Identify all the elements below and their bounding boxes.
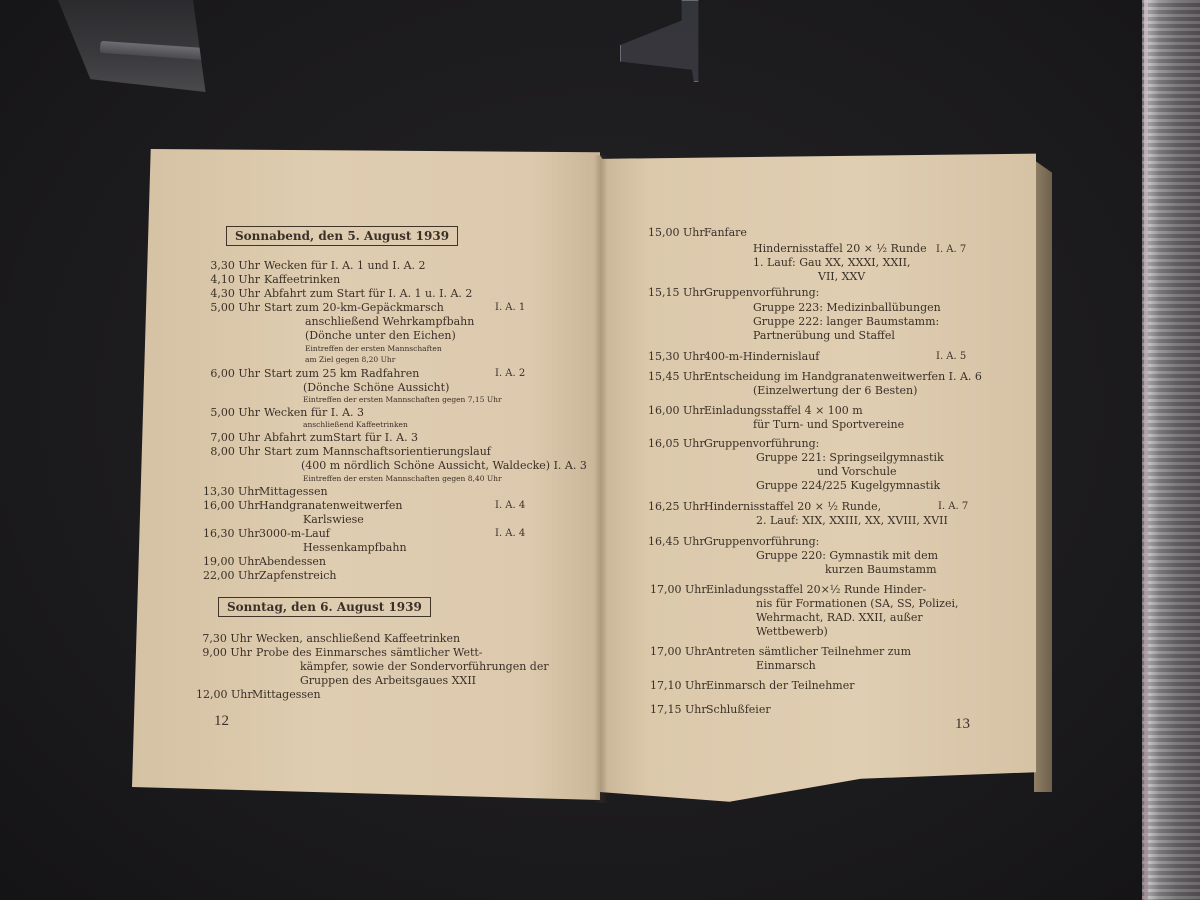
schedule-entry: [208, 259, 426, 273]
entry-text: Gruppenvorführung:: [704, 437, 820, 450]
entry-line: anschließend Wehrkampfbahn: [305, 315, 475, 328]
entry-time: 4,10 Uhr: [210, 273, 260, 286]
entry-line: 1. Lauf: Gau XX, XXXI, XXII,: [753, 256, 911, 269]
entry-time: 17,00 Uhr: [650, 583, 707, 596]
entry-text: Hindernisstaffel 20 × ½ Runde,: [704, 500, 882, 513]
schedule-entry: [196, 688, 321, 702]
entry-text: Einmarsch der Teilnehmer: [706, 679, 855, 692]
schedule-entry: [208, 301, 444, 315]
entry-line: kurzen Baumstamm: [825, 563, 937, 576]
entry-time: 16,45 Uhr: [648, 535, 705, 548]
entry-line: (Dönche unter den Eichen): [305, 329, 456, 342]
day-heading-saturday: Sonnabend, den 5. August 1939: [226, 226, 458, 246]
schedule-entry: [208, 445, 491, 459]
entry-time: 22,00 Uhr: [203, 569, 260, 582]
entry-time: 15,15 Uhr: [648, 286, 705, 299]
ia-label: I. A. 5: [936, 351, 967, 362]
entry-line: Gruppe 223: Medizinballübungen: [753, 301, 941, 314]
schedule-entry: [208, 431, 418, 445]
entry-line: Gruppe 222: langer Baumstamm:: [753, 315, 940, 328]
entry-text: Kaffeetrinken: [264, 273, 341, 286]
schedule-entry: [650, 703, 771, 717]
entry-text: Mittagessen: [259, 485, 328, 498]
schedule-entry: [648, 535, 819, 549]
schedule-entry: [648, 350, 819, 364]
entry-line: und Vorschule: [817, 465, 897, 478]
entry-time: 15,45 Uhr: [648, 370, 705, 383]
entry-line: nis für Formationen (SA, SS, Polizei,: [756, 597, 959, 610]
entry-text: 400-m-Hindernislauf: [704, 350, 820, 363]
ia-label: I. A. 2: [495, 368, 526, 379]
schedule-entry: [203, 569, 337, 583]
entry-text: Zapfenstreich: [259, 569, 337, 582]
entry-time: 16,25 Uhr: [648, 500, 705, 513]
ia-label: I. A. 7: [936, 244, 967, 255]
entry-text: Wecken, anschließend Kaffeetrinken: [256, 632, 461, 645]
entry-time: 13,30 Uhr: [203, 485, 260, 498]
entry-text: Gruppenvorführung:: [704, 286, 820, 299]
entry-note: am Ziel gegen 8,20 Uhr: [305, 355, 396, 364]
entry-time: 17,00 Uhr: [650, 645, 707, 658]
entry-text: Gruppenvorführung:: [704, 535, 820, 548]
entry-time: 15,00 Uhr: [648, 226, 705, 239]
schedule-entry: [203, 527, 330, 541]
schedule-entry: [208, 287, 472, 301]
entry-line: für Turn- und Sportvereine: [753, 418, 905, 431]
entry-note: anschließend Kaffeetrinken: [303, 420, 408, 429]
entry-text: Handgranatenweitwerfen: [259, 499, 403, 512]
entry-time: 17,10 Uhr: [650, 679, 707, 692]
entry-time: 19,00 Uhr: [203, 555, 260, 568]
entry-time: 9,00 Uhr: [202, 646, 252, 659]
entry-line: Wehrmacht, RAD. XXII, außer: [756, 611, 923, 624]
entry-time: 17,15 Uhr: [650, 703, 707, 716]
entry-time: 7,30 Uhr: [202, 632, 252, 645]
entry-text: Antreten sämtlicher Teilnehmer zum: [706, 645, 912, 658]
entry-text: Einladungsstaffel 20×½ Runde Hinder-: [706, 583, 927, 596]
schedule-entry: [650, 679, 854, 693]
entry-time: 7,00 Uhr: [210, 431, 260, 444]
page-number-right: 13: [955, 716, 970, 732]
entry-line: Hessenkampfbahn: [303, 541, 407, 554]
ia-label: I. A. 4: [495, 500, 526, 511]
schedule-entry: [203, 485, 328, 499]
page-stack-edge: [1034, 160, 1052, 792]
entry-line: Hindernisstaffel 20 × ½ Runde: [753, 242, 927, 255]
entry-text: 3000-m-Lauf: [259, 527, 330, 540]
schedule-entry: [203, 499, 403, 513]
entry-text: Start zum Mannschaftsorientierungslauf: [264, 445, 491, 458]
schedule-entry: [200, 646, 483, 660]
schedule-entry: [650, 583, 926, 597]
entry-line: 2. Lauf: XIX, XXIII, XX, XVIII, XVII: [756, 514, 948, 527]
page-number-left: 12: [214, 713, 229, 729]
entry-text: Abfahrt zum Start für I. A. 1 u. I. A. 2: [264, 287, 473, 300]
ia-label: I. A. 7: [938, 501, 969, 512]
entry-line: Wettbewerb): [756, 625, 828, 638]
entry-note: Eintreffen der ersten Mannschaften gegen 7,15 Uhr: [303, 395, 502, 404]
entry-line: Einmarsch: [756, 659, 816, 672]
schedule-entry: [200, 632, 460, 646]
entry-line: (Dönche Schöne Aussicht): [303, 381, 450, 394]
schedule-entry: [648, 370, 982, 384]
entry-text: Wecken für I. A. 3: [264, 406, 365, 419]
entry-time: 3,30 Uhr: [210, 259, 260, 272]
entry-note: Eintreffen der ersten Mannschaften: [305, 344, 442, 353]
schedule-entry: [648, 226, 747, 240]
schedule-entry: [203, 555, 326, 569]
entry-text: Abendessen: [259, 555, 327, 568]
entry-text: Start zum 25 km Radfahren: [264, 367, 420, 380]
entry-time: 16,05 Uhr: [648, 437, 705, 450]
schedule-entry: [208, 367, 419, 381]
entry-note: Eintreffen der ersten Mannschaften gegen 8,40 Uhr: [303, 474, 502, 483]
entry-line: (Einzelwertung der 6 Besten): [753, 384, 918, 397]
day-heading-sunday: Sonntag, den 6. August 1939: [218, 597, 431, 617]
schedule-entry: [648, 286, 819, 300]
entry-line: VII, XXV: [818, 270, 866, 283]
schedule-entry: [208, 273, 340, 287]
entry-text: Einladungsstaffel 4 × 100 m: [704, 404, 863, 417]
entry-text: Start zum 20-km-Gepäckmarsch: [264, 301, 444, 314]
entry-time: 16,30 Uhr: [203, 527, 260, 540]
entry-text: Schlußfeier: [706, 703, 771, 716]
entry-line: Gruppen des Arbeitsgaues XXII: [300, 674, 477, 687]
entry-line: Karlswiese: [303, 513, 364, 526]
entry-text: Abfahrt zumStart für I. A. 3: [264, 431, 419, 444]
entry-time: 15,30 Uhr: [648, 350, 705, 363]
entry-text: Wecken für I. A. 1 und I. A. 2: [264, 259, 426, 272]
entry-time: 8,00 Uhr: [210, 445, 260, 458]
entry-time: 5,00 Uhr: [210, 406, 260, 419]
entry-time: 16,00 Uhr: [203, 499, 260, 512]
entry-line: Gruppe 221: Springseilgymnastik: [756, 451, 944, 464]
entry-text: Probe des Einmarsches sämtlicher Wett-: [256, 646, 483, 659]
schedule-entry: [650, 645, 911, 659]
entry-line: Gruppe 220: Gymnastik mit dem: [756, 549, 939, 562]
entry-time: 4,30 Uhr: [210, 287, 260, 300]
entry-text: Mittagessen: [252, 688, 321, 701]
entry-line: Partnerübung und Staffel: [753, 329, 895, 342]
entry-text: Fanfare: [704, 226, 747, 239]
ia-label: I. A. 1: [495, 302, 526, 313]
schedule-entry: [648, 437, 819, 451]
entry-time: 12,00 Uhr: [196, 688, 253, 701]
entry-time: 6,00 Uhr: [210, 367, 260, 380]
schedule-entry: [648, 404, 863, 418]
entry-line: Gruppe 224/225 Kugelgymnastik: [756, 479, 941, 492]
entry-line: kämpfer, sowie der Sondervorführungen der: [300, 660, 549, 673]
entry-time: 16,00 Uhr: [648, 404, 705, 417]
entry-text: Entscheidung im Handgranatenweitwerfen I. A. 6: [704, 370, 982, 383]
entry-time: 5,00 Uhr: [210, 301, 260, 314]
schedule-entry: [208, 406, 364, 420]
entry-line: (400 m nördlich Schöne Aussicht, Waldecke) I. A. 3: [301, 459, 587, 472]
ia-label: I. A. 4: [495, 528, 526, 539]
book-gutter: [594, 155, 608, 803]
schedule-entry: [648, 500, 881, 514]
